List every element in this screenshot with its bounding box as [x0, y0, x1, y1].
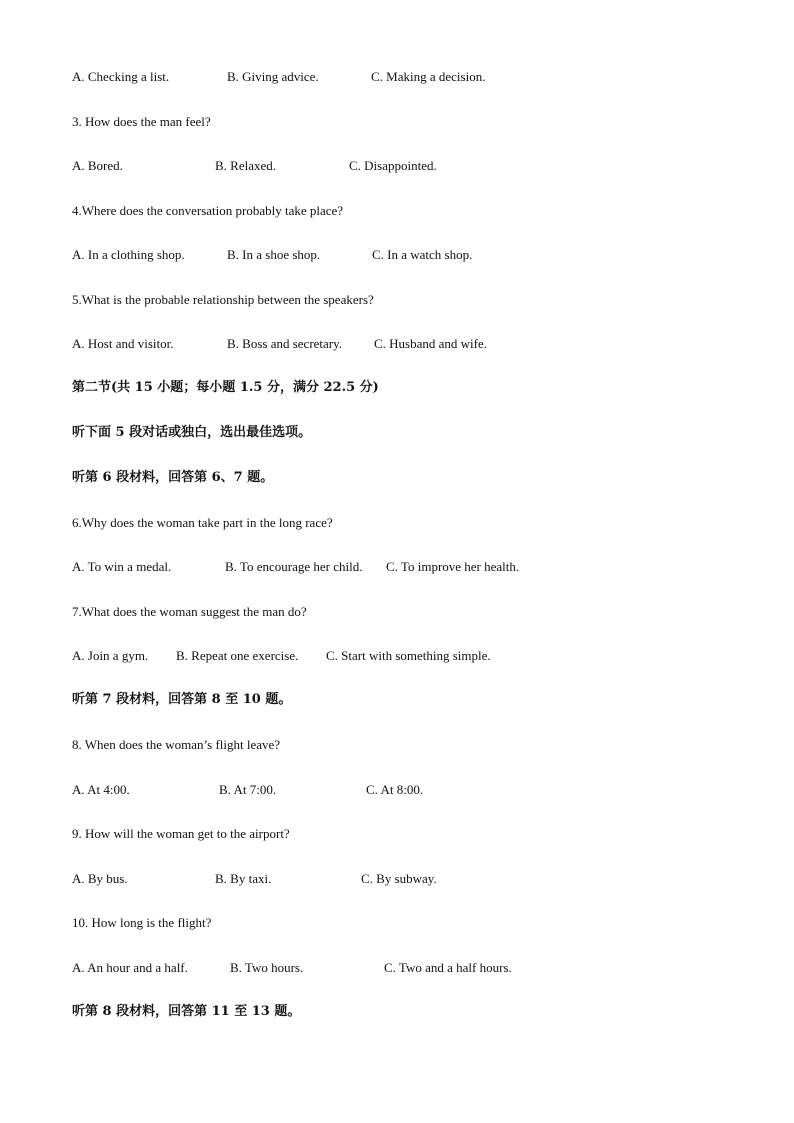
- option-a: A. An hour and a half.: [72, 960, 188, 975]
- option-c: C. Start with something simple.: [326, 648, 491, 663]
- section-2-title: 第二节(共 15 小题；每小题 1.5 分，满分 22.5 分): [72, 380, 379, 395]
- option-b: B. At 7:00.: [219, 782, 277, 797]
- option-b: B. Boss and secretary.: [227, 336, 343, 351]
- option-c: C. In a watch shop.: [372, 247, 473, 262]
- question-5: 5.What is the probable relationship between the speakers?: [72, 292, 374, 307]
- material-7-heading: 听第 7 段材料，回答第 8 至 10 题。: [72, 692, 292, 707]
- option-a: A. Checking a list.: [72, 69, 170, 84]
- option-a: A. Join a gym.: [72, 648, 149, 663]
- question-4: 4.Where does the conversation probably take place?: [72, 203, 344, 218]
- question-10: 10. How long is the flight?: [72, 915, 212, 930]
- option-b: B. Repeat one exercise.: [176, 648, 299, 663]
- option-a: A. Bored.: [72, 158, 123, 173]
- question-7: 7.What does the woman suggest the man do?: [72, 604, 307, 619]
- option-c: C. Two and a half hours.: [384, 960, 512, 975]
- material-8-heading: 听第 8 段材料，回答第 11 至 13 题。: [72, 1004, 301, 1019]
- question-9: 9. How will the woman get to the airport?: [72, 826, 290, 841]
- option-a: A. At 4:00.: [72, 782, 130, 797]
- option-b: B. Relaxed.: [215, 158, 277, 173]
- option-a: A. To win a medal.: [72, 559, 172, 574]
- option-b: B. In a shoe shop.: [227, 247, 321, 262]
- option-b: B. To encourage her child.: [225, 559, 363, 574]
- question-8: 8. When does the woman’s flight leave?: [72, 737, 281, 752]
- option-c: C. To improve her health.: [386, 559, 520, 574]
- option-a: A. Host and visitor.: [72, 336, 174, 351]
- option-b: B. Giving advice.: [227, 69, 319, 84]
- option-b: B. By taxi.: [215, 871, 272, 886]
- section-2-instruction: 听下面 5 段对话或独白，选出最佳选项。: [72, 425, 312, 440]
- option-c: C. At 8:00.: [366, 782, 424, 797]
- option-c: C. Disappointed.: [349, 158, 437, 173]
- option-a: A. In a clothing shop.: [72, 247, 185, 262]
- option-c: C. Husband and wife.: [374, 336, 488, 351]
- material-6-heading: 听第 6 段材料，回答第 6、7 题。: [72, 470, 274, 485]
- option-c: C. Making a decision.: [371, 69, 486, 84]
- question-3: 3. How does the man feel?: [72, 114, 211, 129]
- option-b: B. Two hours.: [230, 960, 304, 975]
- option-c: C. By subway.: [361, 871, 437, 886]
- question-6: 6.Why does the woman take part in the long race?: [72, 515, 333, 530]
- option-a: A. By bus.: [72, 871, 128, 886]
